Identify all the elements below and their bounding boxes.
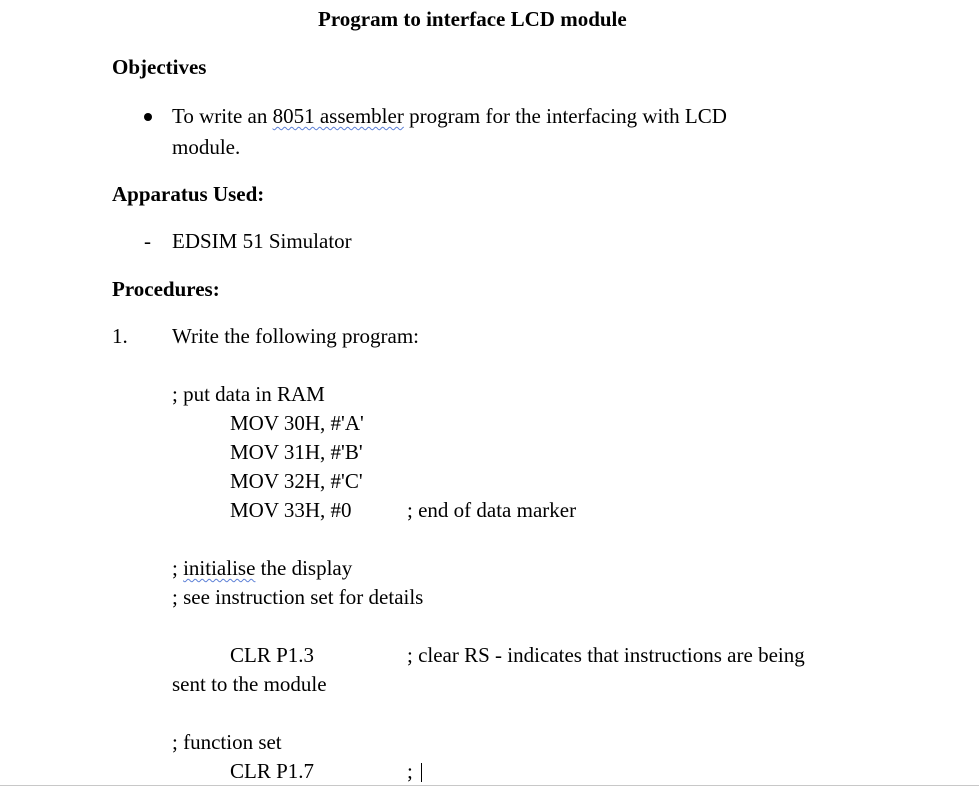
step-text: Write the following program: xyxy=(172,324,420,348)
code-clr-p13-comment-cont: sent to the module xyxy=(172,672,327,696)
code-clr-p17-comment: ; xyxy=(407,759,413,783)
code-clr-p13: CLR P1.3 xyxy=(230,643,315,667)
objective-text-pre: To write an xyxy=(172,104,273,128)
code-comment-initialise xyxy=(172,558,352,579)
page-title: Program to interface LCD module xyxy=(318,7,627,31)
objective-text-post: program for the interfacing with LCD xyxy=(403,104,727,128)
code-comment-see-instruction: ; see instruction set for details xyxy=(172,585,424,609)
objective-bullet-text xyxy=(172,106,727,127)
objective-bullet-text-line2: module. xyxy=(172,135,241,159)
code-comment-put-data: ; put data in RAM xyxy=(172,382,325,406)
apparatus-heading: Apparatus Used: xyxy=(112,182,265,206)
apparatus-dash: - xyxy=(144,229,151,253)
code-mov-33h: MOV 33H, #0 xyxy=(230,498,352,522)
spellcheck-squiggle-8051-assembler: 8051 assembler xyxy=(272,104,404,128)
code-mov-30h: MOV 30H, #'A' xyxy=(230,411,364,435)
init-prefix: ; xyxy=(172,556,184,580)
code-comment-function-set: ; function set xyxy=(172,730,282,754)
code-clr-p13-comment: ; clear RS - indicates that instructions are being xyxy=(407,643,805,667)
code-clr-p17: CLR P1.7 xyxy=(230,759,315,783)
code-mov-31h: MOV 31H, #'B' xyxy=(230,440,363,464)
procedures-heading: Procedures: xyxy=(112,277,220,301)
bullet-icon xyxy=(144,113,152,121)
init-suffix: the display xyxy=(255,556,353,580)
text-cursor xyxy=(421,763,422,782)
spellcheck-squiggle-initialise: initialise xyxy=(183,556,256,580)
step-number: 1. xyxy=(112,324,128,348)
apparatus-item: EDSIM 51 Simulator xyxy=(172,229,352,253)
code-mov-33h-comment: ; end of data marker xyxy=(407,498,577,522)
code-mov-32h: MOV 32H, #'C' xyxy=(230,469,363,493)
page-bottom-border xyxy=(0,785,979,786)
objectives-heading: Objectives xyxy=(112,55,207,79)
